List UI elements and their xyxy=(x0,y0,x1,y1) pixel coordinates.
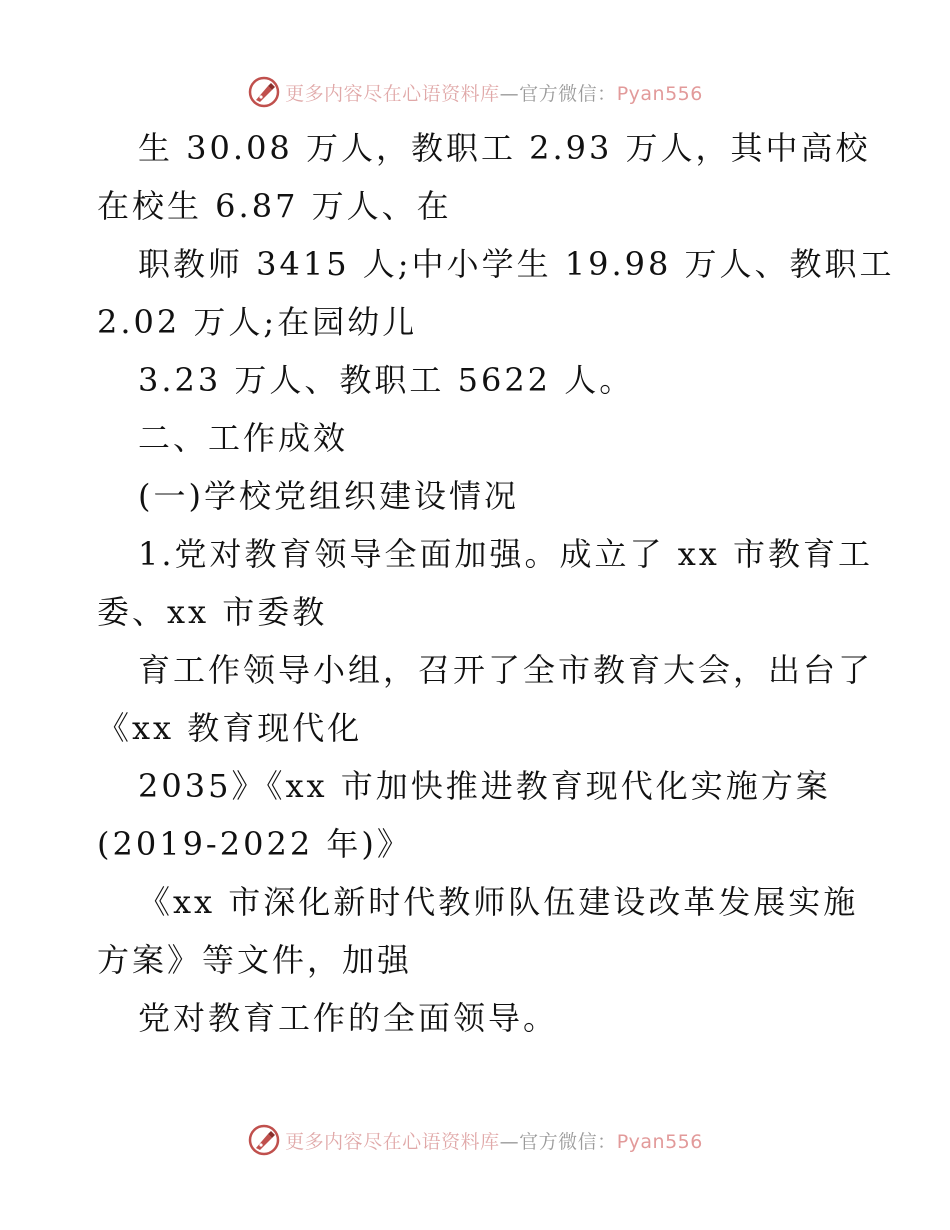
watermark-text xyxy=(285,1127,703,1154)
body-line: 职教师 3415 人;中小学生 19.98 万人、教职工 xyxy=(138,245,895,283)
watermark-official-text: —官方微信： xyxy=(499,82,617,105)
body-line: 育工作领导小组，召开了全市教育大会，出台了 xyxy=(138,651,874,689)
watermark-text xyxy=(285,79,703,106)
section-heading: 二、工作成效 xyxy=(138,419,349,457)
body-line: 党对教育工作的全面领导。 xyxy=(138,999,559,1037)
body-line: 2.02 万人;在园幼儿 xyxy=(97,303,418,341)
body-line: 在校生 6.87 万人、在 xyxy=(97,187,452,225)
body-line: 《xx 市深化新时代教师队伍建设改革发展实施 xyxy=(138,883,859,921)
watermark-official-text: —官方微信： xyxy=(499,1130,617,1153)
subsection-heading: (一)学校党组织建设情况 xyxy=(138,477,519,515)
header-watermark xyxy=(0,72,950,112)
body-line: 方案》等文件，加强 xyxy=(97,941,413,979)
watermark-main-text: 更多内容尽在心语资料库 xyxy=(285,82,500,105)
watermark-wechat-id: Pyan556 xyxy=(616,82,703,105)
body-line: (2019-2022 年)》 xyxy=(97,825,412,863)
pen-nib-logo-icon xyxy=(247,75,281,109)
body-line: 2035》《xx 市加快推进教育现代化实施方案 xyxy=(138,767,831,805)
body-line: 3.23 万人、教职工 5622 人。 xyxy=(138,361,635,399)
footer-watermark xyxy=(0,1120,950,1160)
watermark-main-text: 更多内容尽在心语资料库 xyxy=(285,1130,500,1153)
body-line: 生 30.08 万人，教职工 2.93 万人，其中高校 xyxy=(138,129,871,167)
body-line: 《xx 教育现代化 xyxy=(97,709,363,747)
body-line: 1.党对教育领导全面加强。成立了 xx 市教育工 xyxy=(138,535,873,573)
pen-nib-logo-icon xyxy=(247,1123,281,1157)
watermark-wechat-id: Pyan556 xyxy=(616,1130,703,1153)
body-line: 委、xx 市委教 xyxy=(97,593,328,631)
